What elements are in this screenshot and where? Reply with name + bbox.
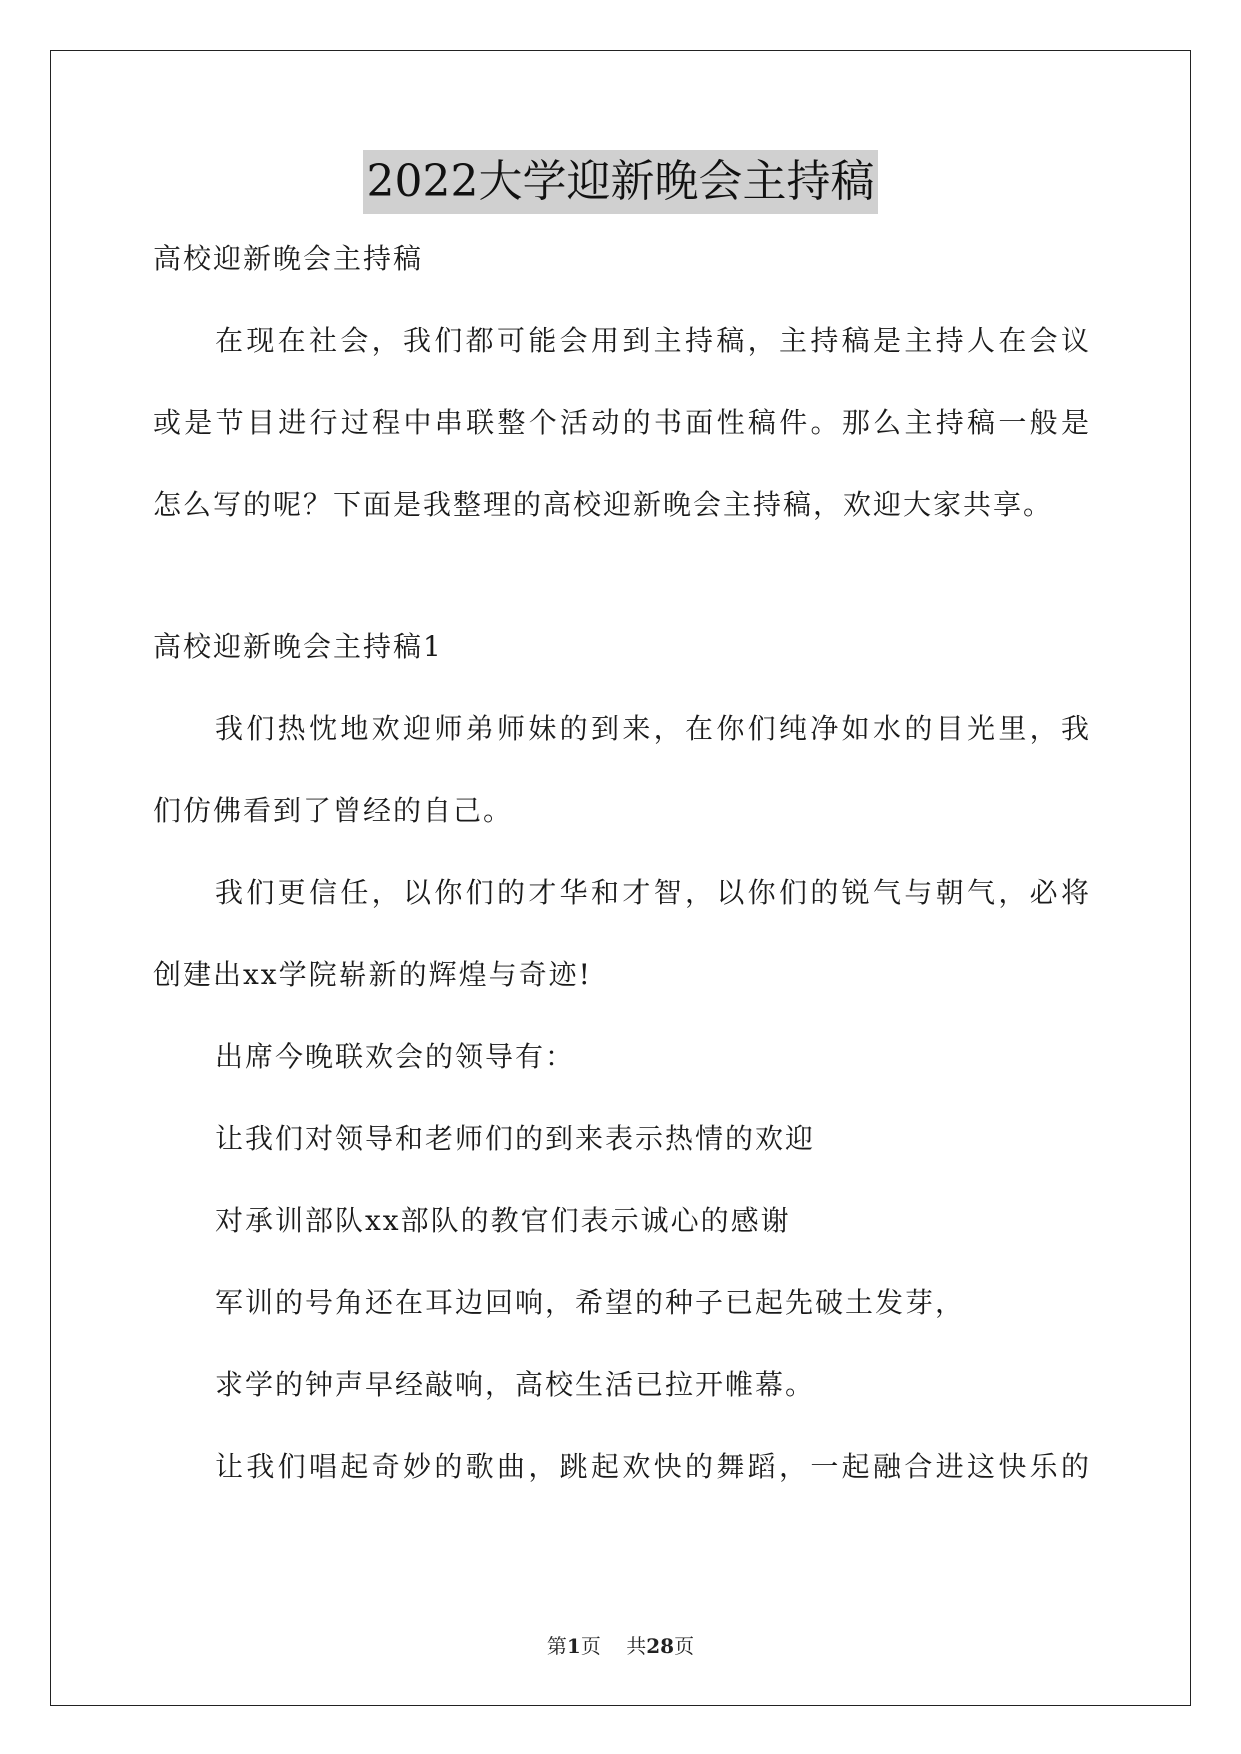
paragraph-line: 或是节目进行过程中串联整个活动的书面性稿件。那么主持稿一般是: [153, 406, 1089, 439]
paragraph-line: 我们热忱地欢迎师弟师妹的到来，在你们纯净如水的目光里，我: [215, 712, 1089, 745]
paragraph-line: 们仿佛看到了曾经的自己。: [153, 794, 514, 827]
page-number: 1: [566, 1634, 581, 1658]
title-container: [0, 150, 1241, 214]
section-heading: 高校迎新晚会主持稿1: [153, 630, 443, 663]
paragraph-line: 让我们对领导和老师们的到来表示热情的欢迎: [215, 1122, 816, 1155]
total-pages: 28: [646, 1634, 675, 1658]
paragraph-line: 出席今晚联欢会的领导有：: [215, 1040, 576, 1073]
paragraph-line: 怎么写的呢？下面是我整理的高校迎新晚会主持稿，欢迎大家共享。: [153, 488, 1054, 521]
paragraph-line: 求学的钟声早经敲响，高校生活已拉开帷幕。: [215, 1368, 816, 1401]
paragraph-line: 军训的号角还在耳边回响，希望的种子已起先破土发芽，: [215, 1286, 966, 1319]
paragraph-line: 创建出xx学院崭新的辉煌与奇迹!: [153, 958, 592, 991]
paragraph-line: 让我们唱起奇妙的歌曲，跳起欢快的舞蹈，一起融合进这快乐的: [215, 1450, 1089, 1483]
footer-total-suffix: 页: [674, 1634, 695, 1658]
footer-page-suffix: 页: [580, 1634, 601, 1658]
document-body: [153, 230, 1089, 1520]
document-title: 2022大学迎新晚会主持稿: [363, 150, 879, 214]
footer-prefix: 第: [546, 1634, 567, 1658]
section-heading: 高校迎新晚会主持稿: [153, 242, 424, 275]
paragraph-line: 我们更信任，以你们的才华和才智，以你们的锐气与朝气，必将: [215, 876, 1089, 909]
paragraph-line: 在现在社会，我们都可能会用到主持稿，主持稿是主持人在会议: [215, 324, 1089, 357]
page-footer: [0, 1630, 1241, 1659]
paragraph-line: 对承训部队xx部队的教官们表示诚心的感谢: [215, 1204, 791, 1237]
footer-total-prefix: 共: [626, 1634, 647, 1658]
